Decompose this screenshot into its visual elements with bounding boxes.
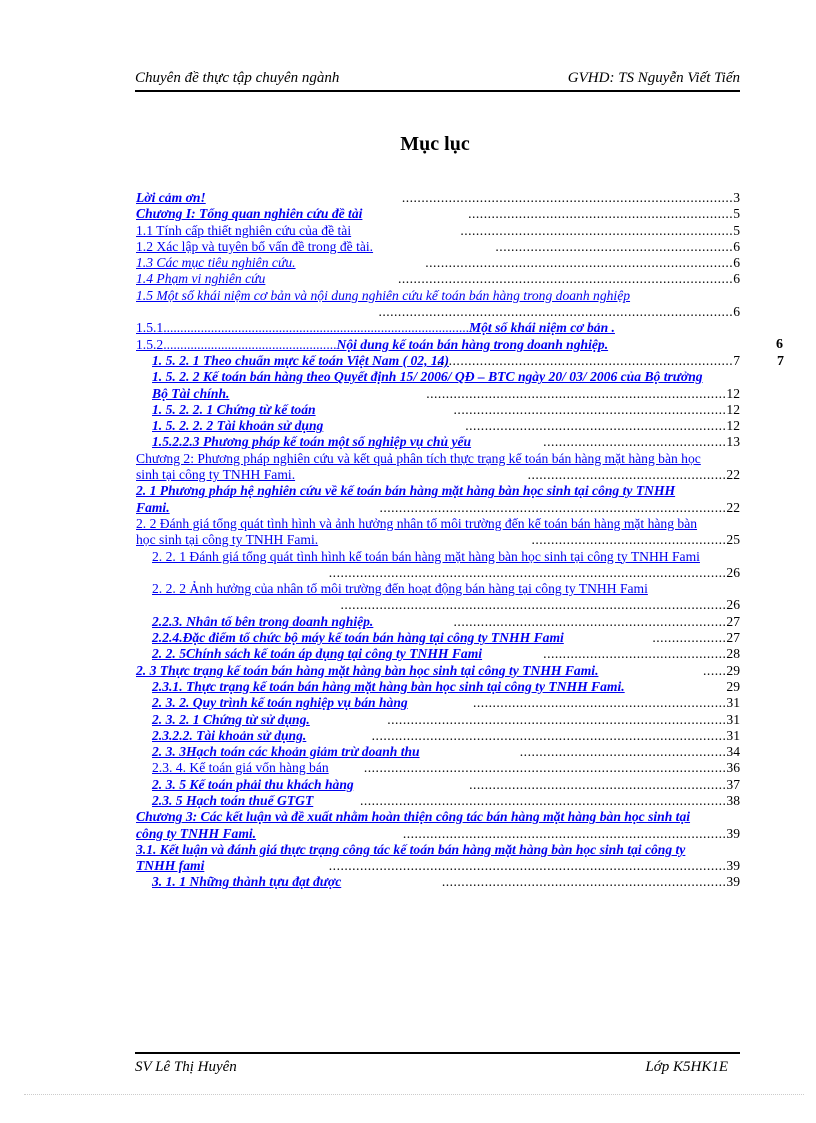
toc-entry[interactable]: 1.5.2...................................................Nội dung kế toán bán hàng trong doanh nghiệp. bbox=[136, 336, 609, 352]
toc-entry-text: Nội dung kế toán bán hàng trong doanh nghiệp. bbox=[336, 336, 609, 352]
toc-page-number: 7 bbox=[777, 354, 784, 369]
toc-page-number: 22 bbox=[726, 499, 740, 515]
toc-page-number: 7 bbox=[733, 352, 740, 368]
toc-entry[interactable]: 2.2.4.Đặc điểm tổ chức bộ máy kế toán bán hàng tại công ty TNHH Fami ...................27 bbox=[152, 630, 740, 646]
footer-right: Lớp K5HK1E bbox=[645, 1059, 728, 1075]
toc-entry-text: 1. 5. 2. 1 Theo chuẩn mực kế toán Việt Nam ( 02, 14) bbox=[152, 352, 450, 368]
toc-page-number: 27 bbox=[726, 630, 740, 646]
toc-entry[interactable]: 2. 3. 2. Quy trình kế toán nghiệp vụ bán hàng .................................................................31 bbox=[152, 695, 740, 711]
toc-entry-text: 3. 1. 1 Những thành tựu đạt được bbox=[152, 874, 342, 890]
toc-entry-text: Chương I: Tổng quan nghiên cứu đề tài bbox=[136, 206, 363, 222]
toc-page-number: 31 bbox=[726, 711, 740, 727]
toc-entry[interactable]: 2. 2. 2 Ảnh hưởng của nhân tố môi trường đến hoạt động bán hàng tại công ty TNHH Fami ...................................................................................................26 bbox=[152, 581, 740, 613]
toc-page-number: 31 bbox=[726, 727, 740, 743]
toc-page-number: 13 bbox=[726, 434, 740, 450]
toc-entry[interactable]: 2. 3 Thực trạng kế toán bán hàng mặt hàng bàn học sinh tại công ty TNHH Fami. ......29 bbox=[136, 662, 740, 678]
toc-entry-text: 1.5.2.2.3 Phương pháp kế toán một số nghiệp vụ chủ yếu bbox=[152, 434, 472, 450]
toc-entry-text: 2. 3 Thực trạng kế toán bán hàng mặt hàng bàn học sinh tại công ty TNHH Fami. bbox=[136, 662, 599, 678]
toc-page-number: 28 bbox=[726, 646, 740, 662]
toc-entry-text: 2. 2. 5Chính sách kế toán áp dụng tại công ty TNHH Fami bbox=[152, 646, 483, 662]
toc-page-number: 12 bbox=[726, 418, 740, 434]
toc-entry-text: Chương 2: Phương pháp nghiên cứu và kết quả phân tích thực trạng kế toán bán hàng mặt hàng bàn học sinh tại công ty TNHH Fami. bbox=[136, 450, 701, 483]
toc-entry-text: 2.2.4.Đặc điểm tổ chức bộ máy kế toán bán hàng tại công ty TNHH Fami bbox=[152, 630, 564, 646]
page-header bbox=[135, 70, 740, 92]
toc-entry-text: 2. 3. 2. 1 Chứng từ sử dụng. bbox=[152, 711, 310, 727]
toc-page-number: 29 bbox=[726, 678, 740, 694]
toc-entry-text: 1. 5. 2. 2. 2 Tài khoản sử dụng bbox=[152, 418, 324, 434]
toc-entry-text: 2.3.2.2. Tài khoản sử dụng. bbox=[152, 727, 307, 743]
toc-entry[interactable]: 1.4 Phạm vi nghiên cứu ......................................................................................6 bbox=[136, 271, 740, 287]
toc-page-number: 6 bbox=[776, 337, 783, 352]
toc-entry-text: 2. 2. 2 Ảnh hưởng của nhân tố môi trường đến hoạt động bán hàng tại công ty TNHH Fami bbox=[152, 581, 648, 597]
toc-entry[interactable]: 1.5 Một số khái niệm cơ bản và nội dung nghiên cứu kế toán bán hàng trong doanh nghiệp ...........................................................................................6 bbox=[136, 287, 740, 320]
toc-entry[interactable]: 2.3. 4. Kế toán giá vốn hàng bán .............................................................................................36 bbox=[152, 760, 740, 776]
toc-page-number: 6 bbox=[733, 255, 740, 271]
toc-entry-text: 1. 5. 2. 2 Kế toán bán hàng theo Quyết định 15/ 2006/ QĐ – BTC ngày 20/ 03/ 2006 của Bộ trưởng Bộ Tài chính. bbox=[152, 369, 703, 401]
toc-page-number: 6 bbox=[733, 271, 740, 287]
toc-entry[interactable]: 1.5.1..........................................................................................Một số khái niệm cơ bản . bbox=[136, 320, 615, 336]
toc-entry-text: 2. 1 Phương pháp hệ nghiên cứu về kế toán bán hàng mặt hàng bàn học sinh tại công ty TNHH Fami. bbox=[136, 483, 676, 515]
toc-page-number: 3 bbox=[733, 190, 740, 205]
toc-page-number: 39 bbox=[726, 825, 740, 841]
toc-entry[interactable]: 1. 5. 2. 2. 1 Chứng từ kế toán ......................................................................12 bbox=[152, 401, 740, 417]
toc-page-number: 26 bbox=[726, 597, 740, 613]
toc-entry-text: 1.5 Một số khái niệm cơ bản và nội dung nghiên cứu kế toán bán hàng trong doanh nghiệp bbox=[136, 287, 631, 303]
toc-entry-text: Một số khái niệm cơ bản . bbox=[469, 320, 615, 336]
page-title: Mục lục bbox=[400, 133, 470, 155]
toc-page-number: 12 bbox=[726, 401, 740, 417]
toc-entry-text: 1. 5. 2. 2. 1 Chứng từ kế toán bbox=[152, 401, 316, 417]
toc-entry[interactable]: 1. 5. 2. 2 Kế toán bán hàng theo Quyết định 15/ 2006/ QĐ – BTC ngày 20/ 03/ 2006 của Bộ trưởng Bộ Tài chính. .............................................................................12 bbox=[152, 369, 740, 401]
toc-entry-text: 1.3 Các mục tiêu nghiên cứu. bbox=[136, 255, 296, 271]
toc-entry[interactable]: 1. 5. 2. 1 Theo chuẩn mực kế toán Việt Nam ( 02, 14) ............................................................................7 bbox=[152, 352, 740, 368]
toc-page-number: 36 bbox=[726, 760, 740, 776]
toc-entry-text: Lời cảm ơn! bbox=[136, 190, 206, 205]
toc-page-number: 6 bbox=[733, 304, 740, 320]
toc-entry[interactable]: 2. 2. 1 Đánh giá tổng quát tình hình kế toán bán hàng mặt hàng bàn học sinh tại công ty TNHH Fami ......................................................................................................26 bbox=[152, 548, 740, 580]
toc-entry-number: 1.5.2 bbox=[136, 336, 164, 352]
toc-entry[interactable]: 2. 2. 5Chính sách kế toán áp dụng tại công ty TNHH Fami ...............................................28 bbox=[152, 646, 740, 662]
toc-entry-text: 1.1 Tính cấp thiết nghiên cứu của đề tài bbox=[136, 222, 352, 238]
toc-page-number: 22 bbox=[726, 467, 740, 483]
header-right: GVHD: TS Nguyễn Viết Tiến bbox=[567, 70, 740, 86]
toc-page-number: 39 bbox=[726, 874, 740, 890]
footer-left: SV Lê Thị Huyên bbox=[135, 1059, 237, 1075]
toc-entry[interactable]: 1. 5. 2. 2. 2 Tài khoản sử dụng ...................................................................12 bbox=[152, 418, 740, 434]
toc-entry[interactable]: 1.1 Tính cấp thiết nghiên cứu của đề tài ......................................................................5 bbox=[136, 222, 740, 238]
toc-entry[interactable]: 2.3. 5 Hạch toán thuế GTGT ..............................................................................................38 bbox=[152, 792, 740, 808]
toc-entry[interactable]: 2. 3. 2. 1 Chứng từ sử dụng. .......................................................................................31 bbox=[152, 711, 740, 727]
toc-page-number: 37 bbox=[726, 776, 740, 792]
toc-entry[interactable]: 1.5.2.2.3 Phương pháp kế toán một số nghiệp vụ chủ yếu ...............................................13 bbox=[152, 434, 740, 450]
toc-page-number: 27 bbox=[726, 613, 740, 629]
toc-entry[interactable]: 2. 2 Đánh giá tổng quát tình hình và ảnh hưởng nhân tố môi trường đến kế toán bán hàng mặt hàng bàn học sinh tại công ty TNHH Fami. ..................................................25 bbox=[136, 515, 740, 548]
toc-entry[interactable]: 2. 3. 3Hạch toán các khoản giảm trừ doanh thu .....................................................34 bbox=[152, 744, 740, 760]
toc-page-number: 26 bbox=[726, 564, 740, 580]
toc-entry[interactable]: Lời cảm ơn! .....................................................................................3 bbox=[136, 190, 740, 205]
header-left: Chuyên đề thực tập chuyên ngành bbox=[135, 70, 340, 86]
toc-page-number: 34 bbox=[726, 744, 740, 760]
page-bottom-divider bbox=[24, 1094, 804, 1095]
toc-entry-text: Chương 3: Các kết luận và đề xuất nhằm hoàn thiện công tác bán hàng mặt hàng bàn học sinh tại công ty TNHH Fami. bbox=[136, 809, 691, 841]
toc-entry[interactable] bbox=[136, 679, 740, 695]
toc-entry[interactable]: 2. 1 Phương pháp hệ nghiên cứu về kế toán bán hàng mặt hàng bàn học sinh tại công ty TNHH Fami. .........................................................................................22 bbox=[136, 483, 740, 515]
toc-entry[interactable]: 1.3 Các mục tiêu nghiên cứu. ...............................................................................6 bbox=[136, 255, 740, 271]
page-footer bbox=[135, 1052, 740, 1076]
toc-entry[interactable]: 3. 1. 1 Những thành tựu đạt được .........................................................................39 bbox=[152, 874, 740, 890]
toc-entry-text: 2. 2. 1 Đánh giá tổng quát tình hình kế toán bán hàng mặt hàng bàn học sinh tại công ty TNHH Fami bbox=[152, 548, 700, 564]
toc-entry-text: 2. 2 Đánh giá tổng quát tình hình và ảnh hưởng nhân tố môi trường đến kế toán bán hàng mặt hàng bàn học sinh tại công ty TNHH Fami. bbox=[136, 515, 698, 548]
toc-entry-text: 1.2 Xác lập và tuyên bố vấn đề trong đề tài. bbox=[136, 238, 374, 254]
toc-entry[interactable]: 1.2 Xác lập và tuyên bố vấn đề trong đề tài. .............................................................6 bbox=[136, 238, 740, 254]
toc-entry-text: 2.2.3. Nhân tố bên trong doanh nghiệp. bbox=[152, 613, 374, 629]
toc-entry[interactable]: Chương I: Tổng quan nghiên cứu đề tài ....................................................................5 bbox=[136, 206, 740, 222]
toc-entry[interactable]: 2.3.2.2. Tài khoản sử dụng. ...........................................................................................31 bbox=[152, 727, 740, 743]
toc-entry[interactable]: 3.1. Kết luận và đánh giá thực trạng công tác kế toán bán hàng mặt hàng bàn học sinh tại công ty TNHH fami ......................................................................................................39 bbox=[136, 841, 740, 874]
table-of-contents bbox=[136, 190, 740, 891]
toc-page-number: 5 bbox=[733, 206, 740, 222]
toc-entry[interactable]: 2.2.3. Nhân tố bên trong doanh nghiệp. ......................................................................27 bbox=[152, 613, 740, 629]
toc-entry-text: 2.3. 5 Hạch toán thuế GTGT bbox=[152, 792, 314, 808]
toc-entry-text: 1.4 Phạm vi nghiên cứu bbox=[136, 271, 266, 287]
toc-page-number: 25 bbox=[726, 532, 740, 548]
toc-entry-text: 3.1. Kết luận và đánh giá thực trạng công tác kế toán bán hàng mặt hàng bàn học sinh tại công ty TNHH fami bbox=[136, 841, 686, 874]
toc-entry-number: 1.5.1 bbox=[136, 320, 164, 336]
toc-page-number: 12 bbox=[726, 385, 740, 401]
toc-entry[interactable]: 2. 3. 5 Kế toán phải thu khách hàng ..................................................................37 bbox=[152, 776, 740, 792]
toc-page-number: 39 bbox=[726, 858, 740, 874]
toc-page-number: 38 bbox=[726, 792, 740, 808]
toc-page-number: 5 bbox=[733, 222, 740, 238]
toc-entry-text: 2.3.1. Thực trạng kế toán bán hàng mặt hàng bàn học sinh tại công ty TNHH Fami. bbox=[152, 678, 625, 694]
toc-entry-text: 2. 3. 3Hạch toán các khoản giảm trừ doanh thu bbox=[152, 744, 420, 760]
toc-entry[interactable]: Chương 2: Phương pháp nghiên cứu và kết quả phân tích thực trạng kế toán bán hàng mặt hàng bàn học sinh tại công ty TNHH Fami. ...................................................22 bbox=[136, 450, 740, 483]
toc-entry-text: 2. 3. 5 Kế toán phải thu khách hàng bbox=[152, 776, 354, 792]
toc-page-number: 6 bbox=[733, 238, 740, 254]
toc-page-number: 31 bbox=[726, 695, 740, 711]
toc-entry-text: 2.3. 4. Kế toán giá vốn hàng bán bbox=[152, 760, 329, 776]
toc-page-number: 29 bbox=[726, 662, 740, 678]
toc-entry[interactable]: Chương 3: Các kết luận và đề xuất nhằm hoàn thiện công tác bán hàng mặt hàng bàn học sinh tại công ty TNHH Fami. ...................................................................................39 bbox=[136, 809, 740, 841]
toc-entry-text: 2. 3. 2. Quy trình kế toán nghiệp vụ bán hàng bbox=[152, 695, 408, 711]
